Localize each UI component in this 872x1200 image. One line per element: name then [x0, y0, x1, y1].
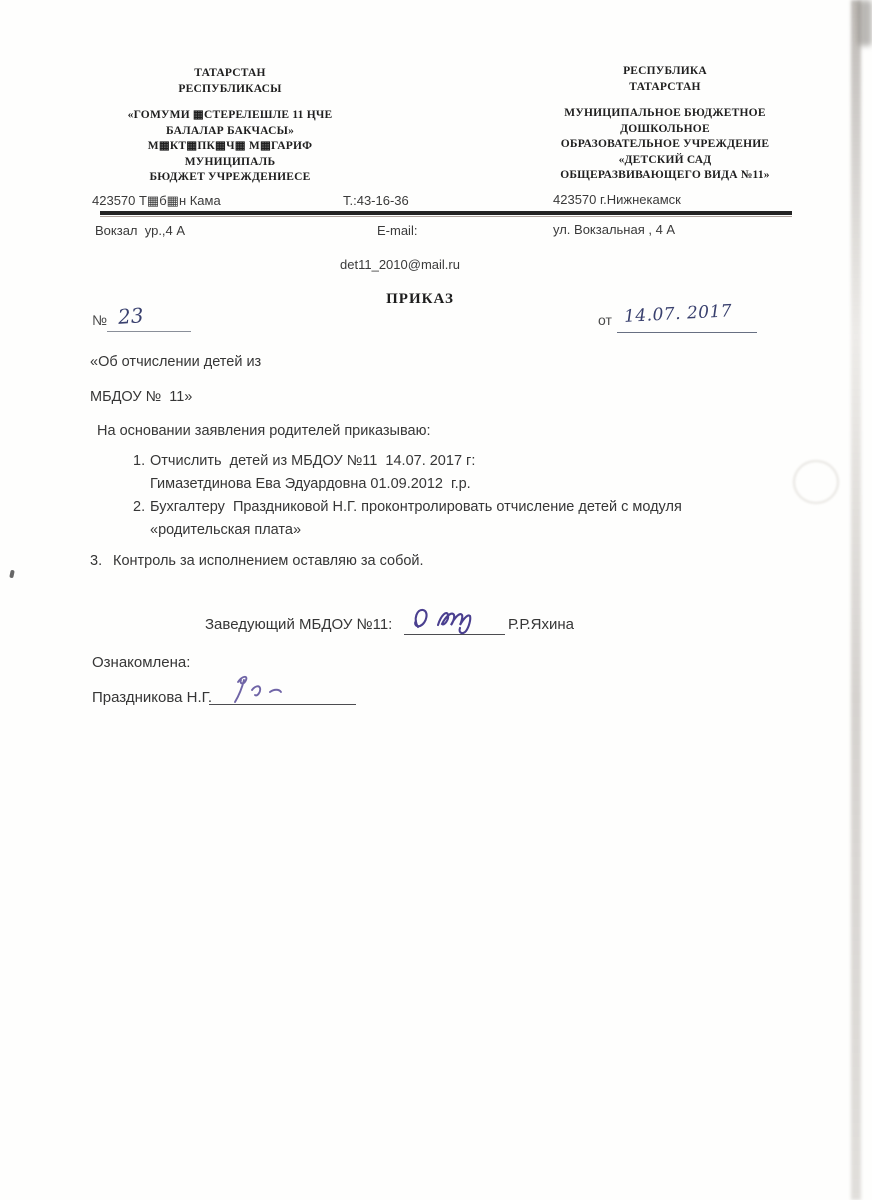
order-date-handwritten: 14.07. 2017 [623, 301, 733, 327]
letterhead-line: МУНИЦИПАЛЬ [184, 155, 276, 168]
street-russian: ул. Вокзальная , 4 А [553, 222, 676, 237]
email-label: E-mail: [377, 223, 418, 238]
order-subject-line-2: МБДОУ № 11» [90, 389, 193, 405]
letterhead-left-org [95, 108, 365, 186]
letterhead-line: БЮДЖЕТ УЧРЕЖДЕНИЕСЕ [149, 171, 311, 183]
accountant-name: Праздникова Н.Г. [92, 689, 213, 706]
order-number-handwritten: 23 [117, 303, 145, 329]
header-divider-rule-shadow [100, 216, 792, 217]
director-handwritten-signature [408, 601, 503, 635]
letterhead-line: ОБЩЕРАЗВИВАЮЩЕГО ВИДА №11» [560, 169, 770, 181]
ink-speck [9, 570, 15, 579]
scan-edge-streak [851, 0, 861, 1200]
item-2-text-line-2: «родительская плата» [150, 522, 302, 538]
address-city: 423570 г.Нижнекамск [553, 192, 681, 207]
letterhead-line: ОБРАЗОВАТЕЛЬНОЕ УЧРЕЖДЕНИЕ [560, 138, 770, 150]
order-date-label: от [598, 312, 612, 328]
item-1-text-line-2: Гимазетдинова Ева Эдуардовна 01.09.2012 г.р. [150, 476, 471, 492]
letterhead-right-org [540, 106, 790, 184]
item-3-text: Контроль за исполнением оставляю за собой. [113, 553, 424, 569]
director-name: Р.Р.Яхина [508, 616, 575, 633]
scan-corner-smudge [858, 0, 872, 46]
letterhead-line: «ГОМУМИ ▦СТЕРЕЛЕШЛЕ 11 ҢЧЕ [127, 109, 333, 121]
item-1-text: Отчислить детей из МБДОУ №11 14.07. 2017 г: [150, 453, 476, 469]
letterhead-line: РЕСПУБЛИКА [623, 65, 707, 77]
item-2-number: 2. [133, 499, 146, 515]
item-2-text: Бухгалтеру Праздниковой Н.Г. проконтролировать отчисление детей с модуля [150, 499, 682, 515]
letterhead-line: М▦КТ▦ПК▦Ч▦ М▦ГАРИФ [147, 140, 313, 152]
street-tatar: Вокзал ур.,4 А [95, 223, 186, 238]
accountant-handwritten-signature [222, 672, 312, 706]
item-3-number: 3. [90, 553, 103, 569]
header-divider-rule [100, 211, 792, 215]
letterhead-line: «ДЕТСКИЙ САД [618, 153, 712, 166]
order-date-underline [617, 332, 757, 333]
phone-number: Т.:43-16-36 [343, 193, 409, 208]
letterhead-left-republic [95, 66, 365, 97]
scan-ring-smudge [793, 460, 839, 504]
letterhead-line: БАЛАЛАР БАКЧАСЫ» [165, 124, 295, 137]
order-number-underline [107, 331, 191, 332]
order-title: ПРИКАЗ [386, 291, 454, 307]
item-1-number: 1. [133, 453, 146, 469]
letterhead-line: ТАТАРСТАН [194, 67, 266, 79]
letterhead-line: РЕСПУБЛИКАСЫ [178, 82, 282, 95]
letterhead-right-republic [540, 64, 790, 95]
address-tatar: 423570 Т▦б▦н Кама [92, 193, 221, 208]
director-signature-label: Заведующий МБДОУ №11: [205, 616, 393, 633]
order-number-label: № [92, 312, 108, 328]
order-subject-line-1: «Об отчислении детей из [90, 354, 262, 370]
letterhead-line: МУНИЦИПАЛЬНОЕ БЮДЖЕТНОЕ [564, 107, 766, 119]
acknowledged-label: Ознакомлена: [92, 654, 191, 671]
order-preamble: На основании заявления родителей приказываю: [97, 423, 431, 439]
letterhead-line: ТАТАРСТАН [629, 80, 701, 93]
letterhead-line: ДОШКОЛЬНОЕ [620, 122, 710, 135]
email-address: det11_2010@mail.ru [340, 257, 460, 272]
